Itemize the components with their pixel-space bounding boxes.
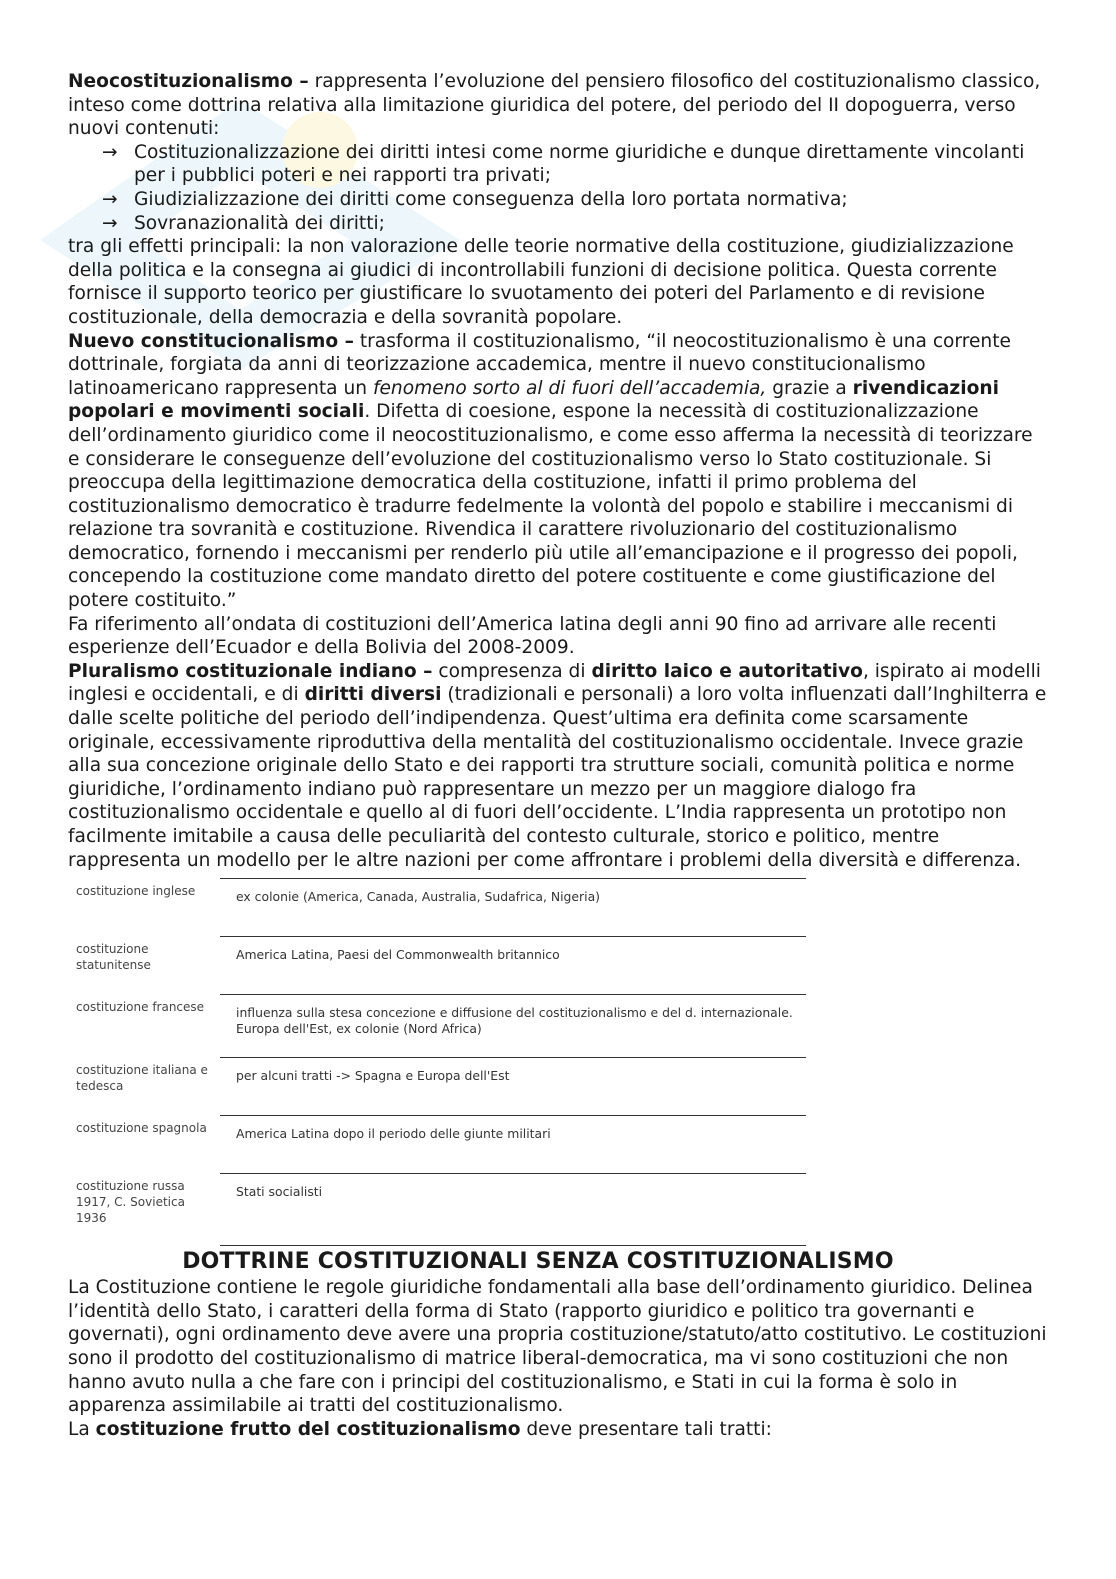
arrow-icon: → bbox=[102, 188, 118, 210]
arrow-icon: → bbox=[102, 212, 118, 234]
list-item: → Giudizializzazione dei diritti come conseguenza della loro portata normativa; bbox=[102, 188, 848, 210]
constitution-influence-table bbox=[68, 878, 806, 1246]
list-item: → Sovranazionalità dei diritti; bbox=[102, 212, 385, 234]
document-page bbox=[68, 70, 1048, 1441]
table-cell-constitution: costituzione italiana e tedesca bbox=[76, 1062, 208, 1093]
table-cell-influence: America Latina, Paesi del Commonwealth britannico bbox=[220, 937, 806, 995]
table-cell-influence: Stati socialisti bbox=[220, 1174, 806, 1246]
table-cell-constitution: costituzione russa 1917, C. Sovietica 1936 bbox=[76, 1178, 185, 1225]
neo-paragraph: Neocostituzionalismo – rappresenta l’evoluzione del pensiero filosofico del costituzionalismo classico, inteso come dottrina relativa alla limitazione giuridica del potere, del periodo del II dopoguerra, verso nuovi contenuti: bbox=[68, 71, 1041, 140]
table-row bbox=[68, 937, 806, 995]
table-cell-influence: per alcuni tratti -> Spagna e Europa dell'Est bbox=[220, 1058, 806, 1116]
table-row bbox=[68, 1174, 806, 1246]
table-cell-constitution: costituzione inglese bbox=[76, 883, 196, 898]
closing-traits-paragraph: La costituzione frutto del costituzionalismo deve presentare tali tratti: bbox=[68, 1418, 772, 1440]
table-cell-constitution: costituzione spagnola bbox=[76, 1120, 207, 1135]
table-cell-influence: America Latina dopo il periodo delle giunte militari bbox=[220, 1116, 806, 1174]
table-cell-influence: influenza sulla stesa concezione e diffusione del costituzionalismo e del d. internazionale. Europa dell'Est, ex colonie (Nord Africa) bbox=[220, 995, 806, 1058]
table-row bbox=[68, 1058, 806, 1116]
pluralism-term: Pluralismo costituzionale indiano – bbox=[68, 660, 433, 682]
table-row bbox=[68, 1116, 806, 1174]
nuevo-paragraph: Nuevo constitucionalismo – trasforma il costituzionalismo, “il neocostituzionalismo è una corrente dottrinale, forgiata da anni di teorizzazione accademica, mentre il nuevo constitucionalismo latinoamericano rappresenta un fenomeno sorto al di fuori dell’accademia, grazie a rivendicazioni popolari e movimenti sociali. Difetta di coesione, espone la necessità di costituzionalizzazione dell’ordinamento giuridico come il neocostituzionalismo, e come esso afferma la necessità di teorizzare e considerare le conseguenze dell’evoluzione del costituzionalismo verso lo Stato costituzionale. Si preoccupa della legittimazione democratica della costituzione, infatti il primo problema del costituzionalismo democratico è tradurre fedelmente la volontà del popolo e stabilire i meccanismi di relazione tra sovranità e costituzione. Rivendica il carattere rivoluzionario del costituzionalismo democratico, fornendo i meccanismi per renderlo più utile all’emancipazione e il progresso dei popoli, concependo la costituzione come mandato diretto del potere costituente e come giustificazione del potere costituito.” bbox=[68, 330, 1033, 612]
nuevo-term: Nuevo constitucionalismo – bbox=[68, 330, 354, 352]
section-heading: DOTTRINE COSTITUZIONALI SENZA COSTITUZIONALISMO bbox=[182, 1249, 894, 1275]
pluralism-paragraph: Pluralismo costituzionale indiano – compresenza di diritto laico e autoritativo, ispirato ai modelli inglesi e occidentali, e di diritti diversi (tradizionali e personali) a loro volta influenzati dall’Inghilterra e dalle scelte politiche del periodo dell’indipendenza. Quest’ultima era definita come scarsamente originale, eccessivamente riproduttiva della mentalità del costituzionalismo occidentale. Invece grazie alla sua concezione originale dello Stato e dei rapporti tra strutture sociali, comunità politica e norme giuridiche, l’ordinamento indiano può rappresentare un mezzo per un maggiore dialogo fra costituzionalismo occidentale e quello al di fuori dell’occidente. L’India rappresenta un prototipo non facilmente imitabile a causa delle peculiarità del contesto culturale, storico e politico, mentre rappresenta un modello per le altre nazioni per come affrontare i problemi della diversità e differenza. bbox=[68, 660, 1047, 871]
neo-term: Neocostituzionalismo – bbox=[68, 71, 309, 92]
neo-bullet-list bbox=[68, 141, 1048, 235]
neo-effects-paragraph: tra gli effetti principali: la non valorazione delle teorie normative della costituzione, giudizializzazione della politica e la consegna ai giudici di incontrollabili funzioni di decisione politica. Questa corrente fornisce il supporto teorico per giustificare lo svuotamento dei poteri del Parlamento e di revisione costituzionale, della democrazia e della sovranità popolare. bbox=[68, 236, 1014, 328]
table-cell-constitution: costituzione statunitense bbox=[76, 941, 151, 972]
table-row bbox=[68, 995, 806, 1058]
list-item: → Costituzionalizzazione dei diritti intesi come norme giuridiche e dunque direttamente vincolanti per i pubblici poteri e nei rapporti tra privati; bbox=[102, 141, 1025, 187]
table-row bbox=[68, 879, 806, 937]
table-cell-influence: ex colonie (America, Canada, Australia, Sudafrica, Nigeria) bbox=[220, 879, 806, 937]
table-cell-constitution: costituzione francese bbox=[76, 999, 205, 1014]
arrow-icon: → bbox=[102, 141, 118, 163]
nuevo-reference-paragraph: Fa riferimento all’ondata di costituzioni dell’America latina degli anni 90 fino ad arrivare alle recenti esperienze dell’Ecuador e della Bolivia del 2008-2009. bbox=[68, 613, 997, 659]
closing-paragraph: La Costituzione contiene le regole giuridiche fondamentali alla base dell’ordinamento giuridico. Delinea l’identità dello Stato, i caratteri della forma di Stato (rapporto giuridico e politico tra governanti e governati), ogni ordinamento deve avere una propria costituzione/statuto/atto costitutivo. Le costituzioni sono il prodotto del costituzionalismo di matrice liberal-democratica, ma vi sono costituzioni che non hanno avuto nulla a che fare con i principi del costituzionalismo, e Stati in cui la forma è solo in apparenza assimilabile ai tratti del costituzionalismo. bbox=[68, 1277, 1047, 1417]
